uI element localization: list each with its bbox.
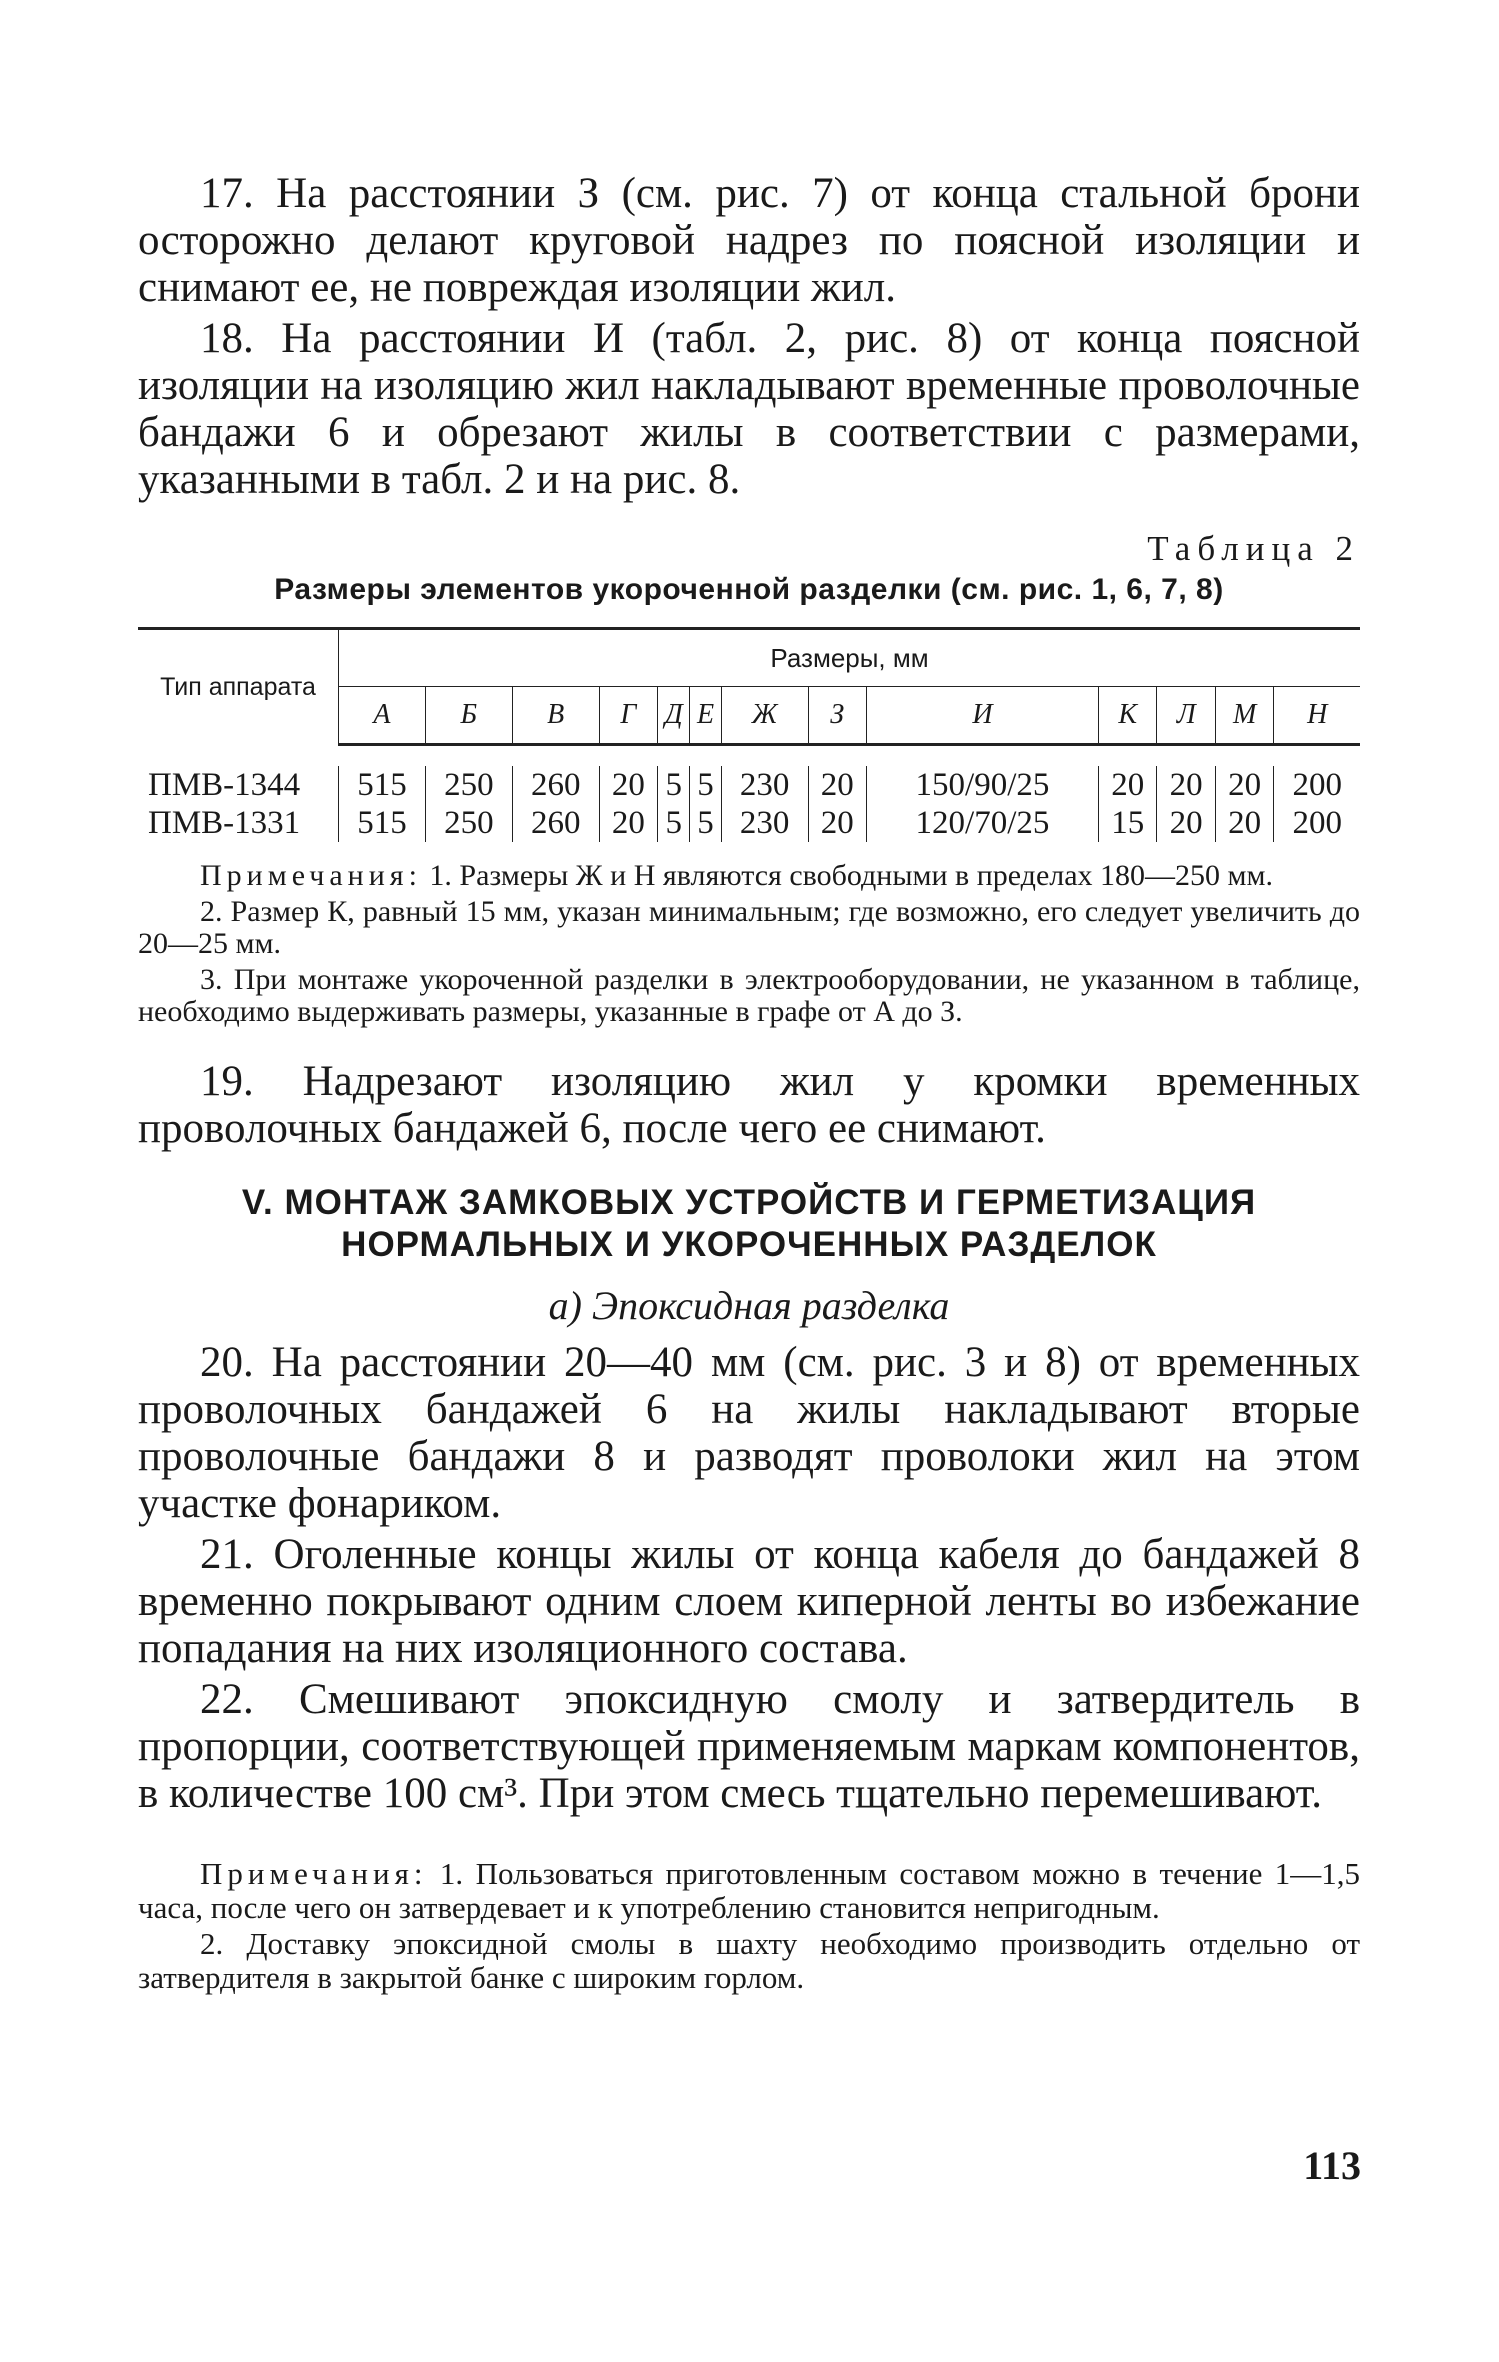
paragraph-17: 17. На расстоянии З (см. рис. 7) от конца стальной брони осторожно делают круговой надрез по поясной изоляции и снимают ее, не повреждая изоляции жил. xyxy=(138,170,1360,311)
cell: 250 xyxy=(425,766,512,804)
column-header: Ж xyxy=(721,687,808,745)
cell: 200 xyxy=(1274,766,1360,804)
cell: 260 xyxy=(512,804,599,842)
cell: 20 xyxy=(808,804,866,842)
page-number: 113 xyxy=(1303,2143,1361,2188)
cell: 20 xyxy=(1157,804,1215,842)
paragraph-22: 22. Смешивают эпоксидную смолу и затвердитель в пропорции, соответствующей применяемым маркам компонентов, в количестве 100 см³. При этом смесь тщательно перемешивают. xyxy=(138,1676,1360,1817)
cell: 20 xyxy=(808,766,866,804)
subsection-title: а) Эпоксидная разделка xyxy=(548,1283,950,1328)
cell: 20 xyxy=(599,766,657,804)
row-type: ПМВ-1331 xyxy=(148,805,301,841)
notes-heading: Примечания: xyxy=(200,859,422,892)
cell: 515 xyxy=(339,804,426,842)
table-number: Таблица 2 xyxy=(1147,529,1360,568)
cell: 260 xyxy=(512,766,599,804)
cell: 20 xyxy=(599,804,657,842)
table-row xyxy=(138,766,1360,804)
cell: 230 xyxy=(721,804,808,842)
table-row xyxy=(138,804,1360,842)
type-header: Тип аппарата xyxy=(138,629,339,745)
table-notes xyxy=(138,860,1360,1028)
column-header: Н xyxy=(1274,687,1360,745)
column-header: А xyxy=(339,687,426,745)
paragraph-20: 20. На расстоянии 20—40 мм (см. рис. 3 и 8) от временных проволочных бандажей 6 на жилы накладывают вторые проволочные бандажи 8 и разводят проволоки жил на этом участке фонариком. xyxy=(138,1339,1360,1527)
section-title: V. МОНТАЖ ЗАМКОВЫХ УСТРОЙСТВ И ГЕРМЕТИЗАЦИЯ НОРМАЛЬНЫХ И УКОРОЧЕННЫХ РАЗДЕЛОК xyxy=(241,1183,1257,1264)
row-type: ПМВ-1344 xyxy=(148,767,301,803)
column-header: М xyxy=(1215,687,1273,745)
cell: 515 xyxy=(339,766,426,804)
page-content xyxy=(138,170,1360,1997)
cell: 150/90/25 xyxy=(866,766,1098,804)
cell: 200 xyxy=(1274,804,1360,842)
paragraph-21: 21. Оголенные концы жилы от конца кабеля до бандажей 8 временно покрывают одним слоем киперной ленты во избежание попадания на них изоляционного состава. xyxy=(138,1531,1360,1672)
note-2: 2. Размер К, равный 15 мм, указан минимальным; где возможно, его следует увеличить до 20—25 мм. xyxy=(138,895,1360,960)
column-header: Д xyxy=(658,687,690,745)
cell: 20 xyxy=(1098,766,1156,804)
table-caption: Размеры элементов укороченной разделки (см. рис. 1, 6, 7, 8) xyxy=(274,573,1224,606)
cell: 20 xyxy=(1215,804,1273,842)
cell: 5 xyxy=(658,804,690,842)
column-header: Л xyxy=(1157,687,1215,745)
bottom-notes xyxy=(138,1857,1360,1995)
paragraph-18: 18. На расстоянии И (табл. 2, рис. 8) от конца поясной изоляции на изоляцию жил накладывают временные проволочные бандажи 6 и обрезают жилы в соответствии с размерами, указанными в табл. 2 и на рис. 8. xyxy=(138,315,1360,503)
dimensions-table xyxy=(138,627,1360,842)
cell: 5 xyxy=(690,804,721,842)
column-header: И xyxy=(866,687,1098,745)
cell: 15 xyxy=(1098,804,1156,842)
cell: 20 xyxy=(1157,766,1215,804)
column-header: Б xyxy=(425,687,512,745)
column-header: З xyxy=(808,687,866,745)
column-header: Е xyxy=(690,687,721,745)
note2-text: 1. Пользоваться приготовленным составом можно в течение 1—1,5 часа, после чего он затвердевает и к употреблению становится непригодным. xyxy=(138,1856,1361,1925)
notes2-heading: Примечания: xyxy=(200,1856,428,1891)
cell: 120/70/25 xyxy=(866,804,1098,842)
sizes-header: Размеры, мм xyxy=(339,629,1361,687)
cell: 5 xyxy=(658,766,690,804)
cell: 230 xyxy=(721,766,808,804)
note-1 xyxy=(138,860,1360,892)
note-3: 3. При монтаже укороченной разделки в электрооборудовании, не указанном в таблице, необходимо выдерживать размеры, указанные в графе от А до З. xyxy=(138,963,1360,1028)
cell: 5 xyxy=(690,766,721,804)
note2-1 xyxy=(138,1857,1360,1925)
cell: 20 xyxy=(1215,766,1273,804)
cell: 250 xyxy=(425,804,512,842)
note2-2: 2. Доставку эпоксидной смолы в шахту необходимо производить отдельно от затвердителя в закрытой банке с широким горлом. xyxy=(138,1926,1360,1995)
note-text: 1. Размеры Ж и Н являются свободными в пределах 180—250 мм. xyxy=(429,859,1274,892)
paragraph-19: 19. Надрезают изоляцию жил у кромки временных проволочных бандажей 6, после чего ее снимают. xyxy=(138,1058,1360,1152)
column-header: Г xyxy=(599,687,657,745)
column-header: В xyxy=(512,687,599,745)
column-header: К xyxy=(1098,687,1156,745)
